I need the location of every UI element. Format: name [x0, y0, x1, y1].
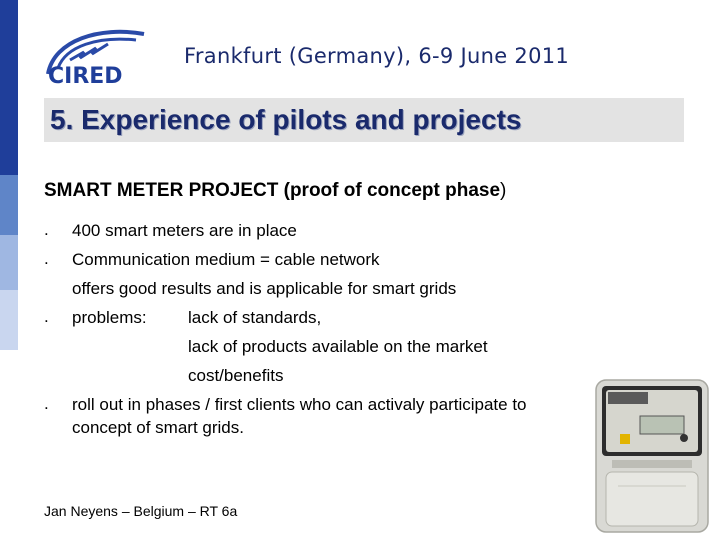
conference-label: Frankfurt (Germany), 6-9 June 2011	[184, 44, 570, 68]
left-color-strip	[0, 0, 18, 540]
line-problem-products: lack of products available on the market	[188, 337, 488, 356]
line-rollout: roll out in phases / first clients who can activaly participate to	[72, 395, 527, 414]
line-concept: concept of smart grids.	[72, 418, 244, 437]
bullet-4: .	[44, 394, 49, 413]
footer-author: Jan Neyens – Belgium – RT 6a	[44, 503, 238, 519]
section-heading	[44, 180, 506, 202]
bullet-3: .	[44, 307, 49, 326]
heading-text: SMART METER PROJECT (proof of concept phase	[44, 180, 501, 201]
logo-text: CIRED	[48, 64, 123, 88]
slide-title: 5. Experience of pilots and projects	[50, 104, 522, 135]
smart-meter-image	[588, 376, 716, 536]
heading-close: )	[500, 180, 507, 201]
line-problem-standards: lack of standards,	[188, 308, 322, 327]
line-problems-label: problems:	[72, 308, 147, 327]
line-medium: Communication medium = cable network	[72, 250, 380, 269]
bullet-1: .	[44, 220, 49, 239]
line-meters: 400 smart meters are in place	[72, 221, 297, 240]
cired-logo	[40, 22, 152, 88]
bullet-2: .	[44, 249, 49, 268]
line-results: offers good results and is applicable for smart grids	[72, 279, 457, 298]
line-problem-cost: cost/benefits	[188, 366, 284, 385]
